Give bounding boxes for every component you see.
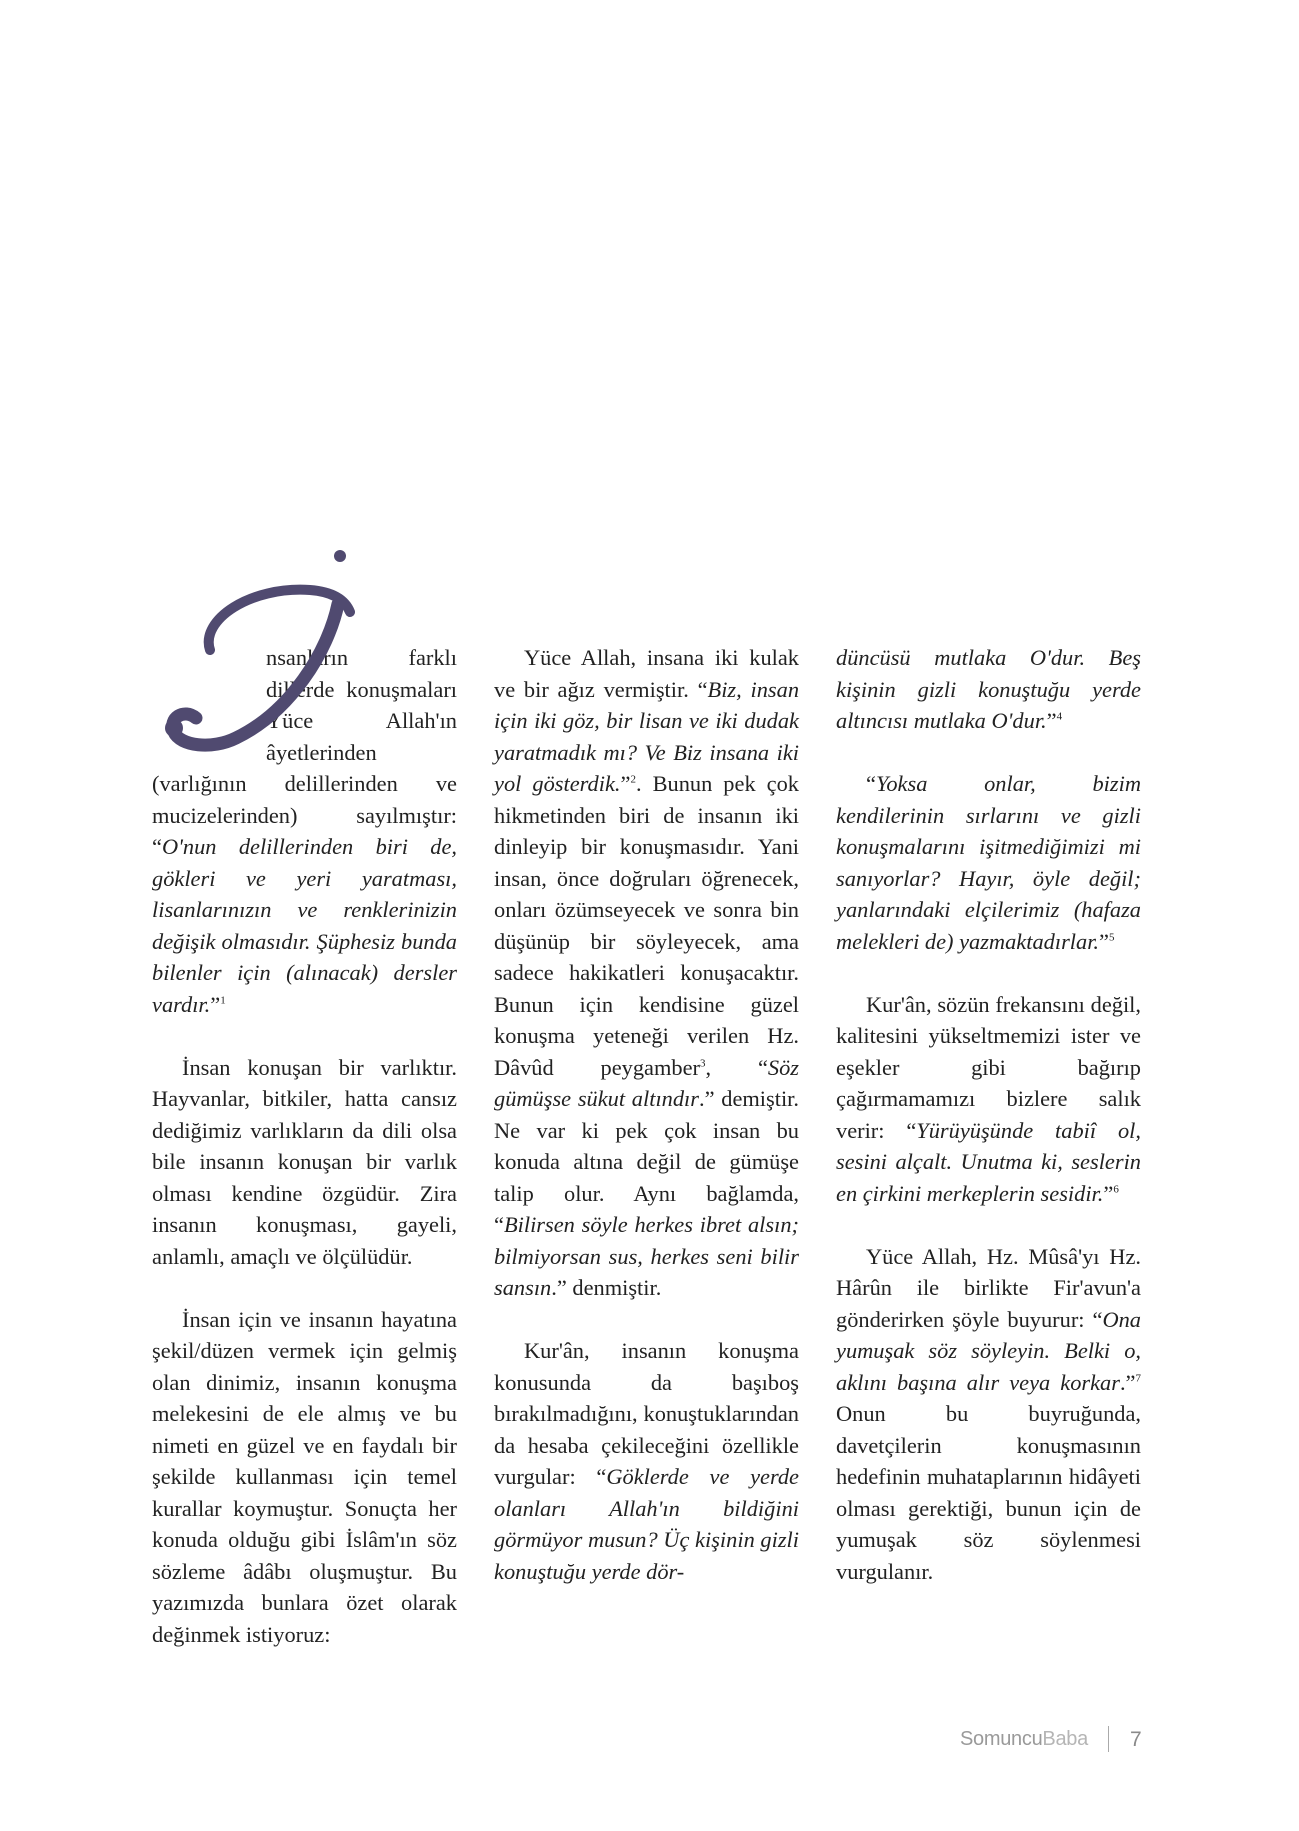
brand-part-2: Baba [1042, 1728, 1088, 1750]
p4-text-b: . Bunun pek çok hikmetinden biri de insanın iki dinleyip bir konuşmasıdır. Yani insan, önce doğruları öğrenecek, onları özümseyecek ve sonra bin düşünüp bir söyleyecek, ama sadece hakikatleri konuşacaktır. Bunun için kendisine güzel konuşma yeteneği verilen Hz. Dâvûd peygamber [494, 771, 799, 1080]
brand-part-1: Somuncu [960, 1728, 1043, 1750]
quote-close: ” [210, 991, 221, 1017]
quote-open: “ [866, 771, 876, 796]
quote-6: Yürüyüşünde tabiî ol, sesini alçalt. Unutma ki, seslerin en çirkini merkeplerin sesidir. [836, 1117, 1141, 1206]
footnote-ref-4: 4 [1056, 710, 1063, 723]
paragraph-1 [152, 642, 457, 1020]
paragraph-4 [494, 642, 799, 1304]
footnote-ref-7: 7 [1135, 1372, 1141, 1385]
p7-text: Kur'ân, sözün frekansını değil, kalitesini yükseltmemizi ister ve eşekler gibi bağırıp çağırmamamızı bizlere salık verir: “ [836, 991, 1141, 1143]
p4-text-e: .” denmiştir. [551, 1275, 662, 1300]
quote-4-start: Göklerde ve yerde olanları Allah'ın bildiğini görmüyor musun? Üç kişinin gizli konuştuğu yerde dör- [494, 1464, 799, 1584]
paragraph-5-continued [836, 642, 1141, 737]
quote-close: ” [1046, 708, 1057, 733]
quote-7: Ona yumuşak söz söyleyin. Belki o, aklını başına alır veya korkar [836, 1306, 1141, 1395]
quote-close: ” [1103, 1180, 1114, 1206]
dropcap-letter-i [140, 542, 380, 762]
p4-text-c: , “ [705, 1054, 768, 1080]
footnote-ref-1: 1 [220, 994, 226, 1007]
paragraph-2: İnsan konuşan bir varlıktır. Hayvanlar, bitkiler, hatta cansız dediğimiz varlıkların da dili olsa bile insanın konuşan bir varlık olması kendine özgüdür. Zira insanın konuşması, gayeli, anlamlı, amaçlı ve ölçülüdür. [152, 1054, 457, 1269]
paragraph-8 [836, 1241, 1141, 1588]
quote-2: Biz, insan için iki göz, bir lisan ve iki dudak yaratmadık mı? Ve Biz insana iki yol gösterdik. [494, 676, 800, 796]
footnote-ref-2: 2 [630, 773, 636, 786]
magazine-brand [960, 1728, 1088, 1751]
p8-text-b: Onun bu buyruğunda, davetçilerin konuşmasının hedefinin muhataplarının hidâyeti olması gerektiği, bunun için de yumuşak söz söylenmesi vurgulanır. [836, 1401, 1141, 1584]
footnote-ref-6: 6 [1113, 1183, 1119, 1196]
article-column-1 [152, 642, 457, 1682]
quote-close: ” [620, 771, 631, 796]
quote-proverb: Bilirsen söyle herkes ibret alsın; bilmiyorsan sus, herkes seni bilir sansın [494, 1212, 799, 1300]
paragraph-5 [494, 1335, 799, 1587]
footnote-ref-5: 5 [1108, 931, 1115, 944]
p1-text: nsanların farklı dillerde konuşmaları Yüce Allah'ın âyetlerinden (varlığının delillerinden ve mucizelerinden) sayılmıştır: “ [152, 645, 457, 859]
page-footer [960, 1728, 1160, 1758]
quote-close: .” [1119, 1369, 1136, 1395]
quote-4-end: düncüsü mutlaka O'dur. Beş kişinin gizli konuştuğu yerde altıncısı mutlaka O'dur. [836, 645, 1141, 733]
dropcap-container [140, 642, 264, 738]
article-column-3 [836, 642, 1141, 1619]
p8-text-a: Yüce Allah, Hz. Mûsâ'yı Hz. Hârûn ile birlikte Fir'avun'a gönderirken şöyle buyurur: “ [836, 1243, 1141, 1332]
footnote-ref-3: 3 [700, 1057, 706, 1070]
footer-divider [1108, 1726, 1109, 1752]
quote-3: Söz gümüşse sükut altındır [494, 1054, 800, 1111]
p5-text: Kur'ân, insanın konuşma konusunda da başıboş bırakılmadığını, konuştuklarından da hesaba çekileceğini özellikle vurgular: “ [494, 1338, 799, 1489]
quote-close: ” [1099, 928, 1109, 954]
quote-5: Yoksa onlar, bizim kendilerinin sırlarını ve gizli konuşmalarını işitmediğimizi mi sanıyorlar? Hayır, öyle değil; yanlarındaki elçilerimiz (hafaza melekleri de) yazmaktadırlar. [836, 771, 1141, 954]
p4-text-a: Yüce Allah, insana iki kulak ve bir ağız vermiştir. “ [494, 645, 799, 702]
paragraph-6 [836, 768, 1141, 957]
article-column-2 [494, 642, 799, 1619]
paragraph-7 [836, 989, 1141, 1210]
quote-1: O'nun delillerinden biri de, gökleri ve yeri yaratması, lisanlarınızın ve renklerinizin değişik olmasıdır. Şüphesiz bunda bilenler için (alınacak) dersler vardır. [152, 834, 457, 1017]
p4-text-d: .” demiştir. Ne var ki pek çok insan bu konuda altına değil de gümüşe talip olur. Aynı bağlamda, “ [494, 1086, 799, 1237]
page-number: 7 [1130, 1728, 1142, 1751]
paragraph-3: İnsan için ve insanın hayatına şekil/düzen vermek için gelmiş olan dinimiz, insanın konuşma melekesini de ele almış ve bu nimeti en güzel ve en faydalı bir şekilde kullanması için temel kurallar koymuştur. Sonuçta her konuda olduğu gibi İslâm'ın söz sözleme âdâbı oluşmuştur. Bu yazımızda bunlara özet olarak değinmek istiyoruz: [152, 1306, 457, 1647]
